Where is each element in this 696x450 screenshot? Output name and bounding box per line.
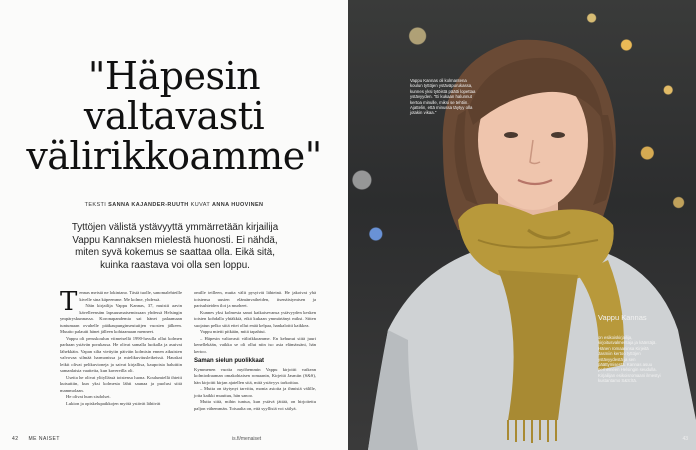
body-paragraph: Kunnes yksi kolmesta sanoi katkaisevansa ystävyyden kesken toisten kohdalla yhtäkkiä, eikä kukaan ymmärtänyt miksi. Sitten suojatun pelko siitä ettei ollut enää kelpaa, hankaloitti kaikkea. [194, 309, 316, 328]
photo-caption-name: Vappu Kannas [598, 313, 647, 322]
photo-author: ANNA HUOVINEN [211, 202, 264, 208]
body-column-1 [60, 287, 182, 412]
magazine-url[interactable]: is.fi/menaiset [232, 436, 262, 442]
body-paragraph: Näin kirjailija Vappu Kannas, 37, muistii aavin kävelleensäm lapsuusmaisemissaan yhdessä Helsingin ympäryskunnassa. Koronapandemia sai hänet palaamaan tuntumaan ovuhelle pääkaupunginseutuitjen vuosien jälkeen. Muutto palautti hänet jälleen kohtaamaan menneet. [60, 303, 182, 334]
photo-label: KUVAT [190, 202, 211, 208]
body-text [60, 287, 316, 412]
photo-caption-top: Vappu Kannas oli kolmantena koulun tyttöjen ystäväporukassa, kunnes yksi tytöistä päätti lopettaa ystävyyden. "Ei kukaan halunnut kertoa minulle, miksi se tehtiin. Ajattelin, että minussa täytyy olla jotakin vikaa." [410, 78, 476, 116]
drop-cap: T [60, 287, 78, 317]
body-paragraph: omille teilleen, mutta välit pysyivät lähteinä. He jakoivat yhä toistensa uusien elämänvaiheiden, itsenäistymisen ja parisuhteiden ilot ja murheet. [194, 290, 316, 308]
body-paragraph: ennas meistä ne lokintano. Tästä tuolle, sanomalehteille kivelle sina käpeemme. Me kolme, yhdessä. [79, 290, 182, 302]
lead-paragraph: Tyttöjen välistä ystävyyttä ymmärretään kirjailija Vappu Kannaksen mielestä huonosti. Ei nähdä, miten syvä kokemus se saattaa olla. Eikä sitä, kuinka raastava voi olla sen loppu. [71, 222, 279, 271]
title-line-1: "Häpesin [87, 54, 261, 98]
body-paragraph: – Mutta on täytynyt tarvittu, monia asioita ja ihmisiä välille, jotta kaikki muuttuu, hän sanoo. [194, 386, 316, 398]
section-subhead: Saman sielun puolikkaat [194, 358, 265, 364]
body-paragraph: Kymmenen vuotta myöhemmin Vappu kirjoitti vaikean kolmiodraaman omakohtaisen romaanin, Kirjeitä Jasmiin (S&S), hän kirjoitti kirjan ajatellen sitä, mitä ystävyys tarkoittaa. [194, 366, 316, 385]
body-paragraph: He olivat hurn sisdolset. [66, 394, 111, 399]
body-paragraph: Lukion ja opiskelupaikkojen myötä ystävät lähtivät [66, 400, 161, 406]
photo-caption-body: on esikoiskirjailija, kirjoitusvalmentaja ja kääntäjä. Hänen romaaninsa Kirjeitä Jasmiin kertoo tyttöjen ystävyydestä ja sen päättymisestä. Kannas asuu perheineen Helsingin seudulla. Kirjailijan esikoisromaani ilmestyi kustantamo S&S:ltä. [598, 335, 661, 384]
title-line-2: valtavasti [83, 94, 265, 138]
page-footer [12, 436, 60, 442]
body-paragraph: Useita he olivat ylityllässä toistensa luona. Koulumiellä ihteiti kutsuttiin, kun yksi kolmesta lähti saunaa ja puolusi siitä mammolaan. [60, 374, 182, 393]
article-title [0, 56, 348, 176]
body-paragraph: Vappu oli peruskoulun viimeisellä 1990-luvulla ollut kolmen parhaan ystävän porukassa. He olivat samalla luokalla ja asuivat lähekkäin. Vapan silta viettyiin päiväin kolmisin ennen aikuisten valvovaa silmää harmonissa ja mielikuvitusleikeissä. Hauskat leikit olivat pelikuvioneja ja saivat kirjallisa, kaupoista haluttiin samanlaisia vaatteita, kun kavereilla oli. [60, 335, 182, 373]
body-paragraph: Mutta siitä, mihin tuntua, kun ystävä jättää, on hirjoitettu paljon vähemmän. Toisaalta on, että syyllisiä voi säilyä. [194, 399, 316, 411]
body-paragraph: – Häpesin valtavasti välirikkoamme. En kehunut siitä juuri kenellekään, vaikka se oli ollut niin iso asia elämässäni, hän kertoo. [194, 335, 316, 354]
text-author: SANNA KAJANDER-RUUTH [108, 202, 189, 208]
right-page-photo [348, 0, 696, 450]
page-number-left: 42 [12, 436, 19, 442]
title-line-3: välirikkoamme" [26, 134, 322, 178]
body-column-2 [194, 290, 316, 412]
credits [0, 202, 348, 208]
magazine-name: ME NAISET [28, 436, 60, 442]
page-number-right: 43 [682, 436, 688, 442]
body-paragraph: Vappu mietti pitkään, mitä tapahtui. [200, 329, 266, 334]
text-label: TEKSTI [84, 202, 107, 208]
